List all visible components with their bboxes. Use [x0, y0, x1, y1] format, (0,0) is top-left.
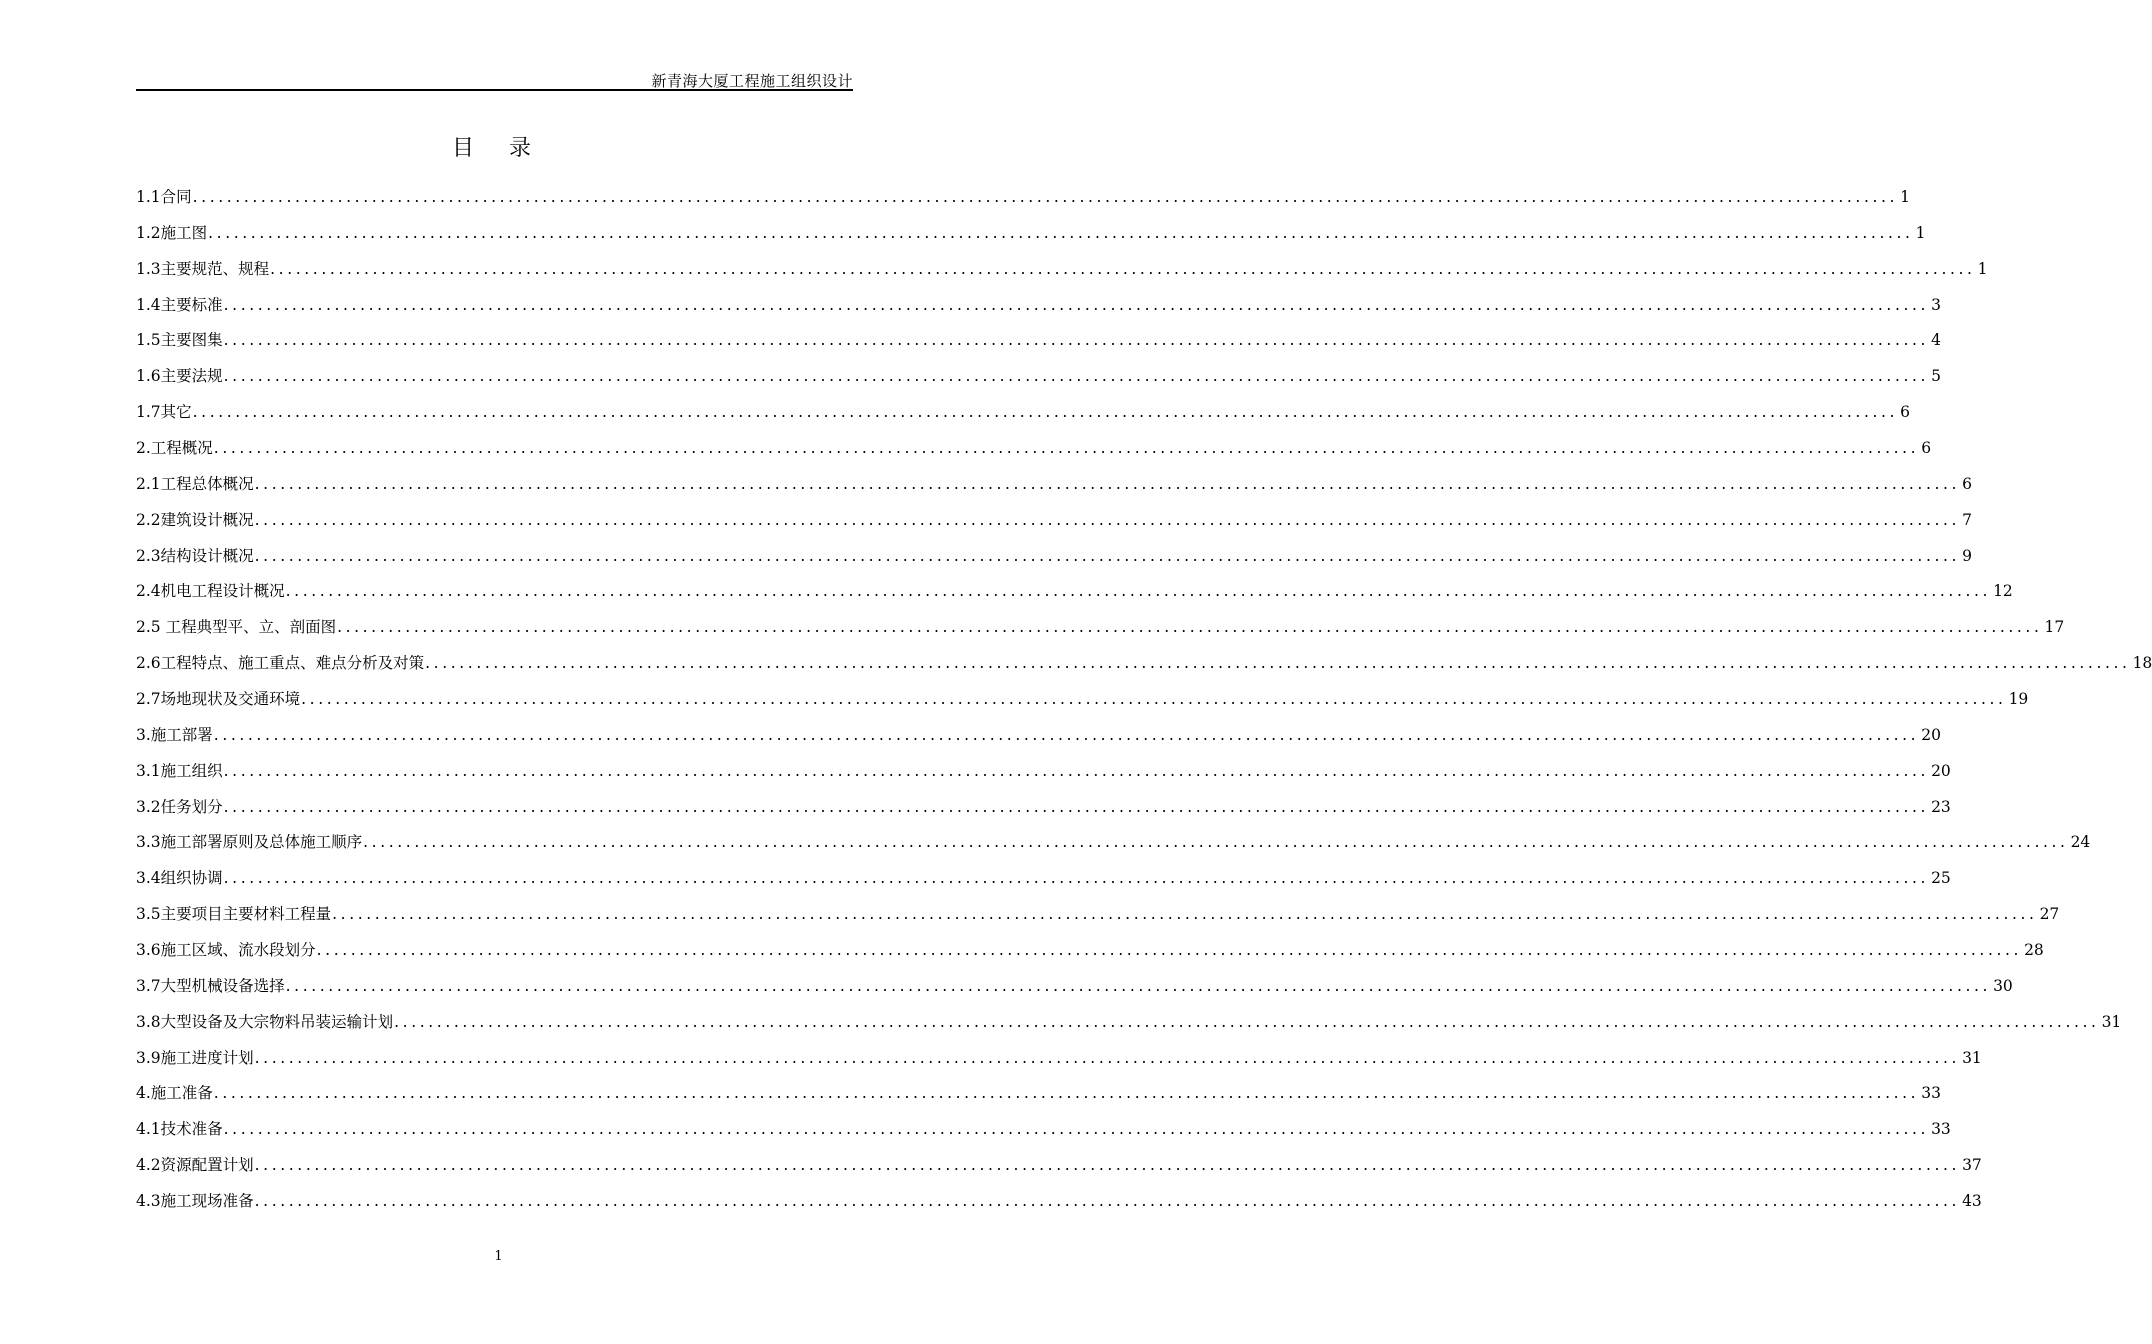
- toc-entry-page: 1: [1977, 259, 1988, 278]
- toc-entry-label: 2.6工程特点、施工重点、难点分析及对策: [136, 654, 425, 673]
- toc-entry[interactable]: [136, 1148, 1982, 1184]
- toc-entry-page: 28: [2024, 941, 2044, 960]
- toc-dot-leader: ........................................................................................................................................................................................................: [213, 439, 1920, 458]
- toc-entry[interactable]: [136, 1112, 1951, 1148]
- toc-dot-leader: ........................................................................................................................................................................................................: [223, 367, 1930, 386]
- toc-dot-leader: ........................................................................................................................................................................................................: [337, 618, 2043, 637]
- toc-dot-leader: ........................................................................................................................................................................................................: [254, 1156, 1961, 1175]
- toc-entry-label: 2.1工程总体概况: [136, 474, 254, 493]
- toc-dot-leader: ........................................................................................................................................................................................................: [316, 941, 2023, 960]
- toc-dot-leader: ........................................................................................................................................................................................................: [223, 295, 1930, 314]
- toc-entry[interactable]: [136, 933, 2044, 969]
- toc-entry-label: 1.4主要标准: [136, 295, 223, 314]
- toc-entry-page: 20: [1931, 761, 1951, 780]
- toc-entry-label: 2.4机电工程设计概况: [136, 582, 285, 601]
- toc-entry-label: 3.1施工组织: [136, 761, 223, 780]
- toc-entry[interactable]: [136, 790, 1951, 826]
- toc-entry-page: 1: [1915, 223, 1926, 242]
- toc-entry-label: 2.工程概况: [136, 439, 213, 458]
- toc-entry-page: 31: [1962, 1048, 1982, 1067]
- toc-dot-leader: ........................................................................................................................................................................................................: [254, 1048, 1961, 1067]
- toc-dot-leader: ........................................................................................................................................................................................................: [363, 833, 2069, 852]
- toc-entry-page: 23: [1931, 797, 1951, 816]
- toc-entry-page: 20: [1921, 725, 1941, 744]
- toc-entry-label: 4.施工准备: [136, 1084, 213, 1103]
- toc-entry-label: 2.5 工程典型平、立、剖面图: [136, 618, 337, 637]
- toc-entry-label: 1.7其它: [136, 403, 192, 422]
- toc-entry-page: 9: [1962, 546, 1972, 565]
- toc-entry-page: 33: [1921, 1084, 1941, 1103]
- toc-entry-label: 1.2施工图: [136, 223, 208, 242]
- toc-dot-leader: ........................................................................................................................................................................................................: [301, 690, 2007, 709]
- toc-entry-label: 3.9施工进度计划: [136, 1048, 254, 1067]
- toc-entry-label: 3.3施工部署原则及总体施工顺序: [136, 833, 363, 852]
- toc-entry-label: 4.3施工现场准备: [136, 1192, 254, 1211]
- toc-entry-page: 18: [2132, 654, 2152, 673]
- toc-entry-label: 1.1合同: [136, 188, 192, 206]
- toc-dot-leader: ........................................................................................................................................................................................................: [285, 582, 1992, 601]
- toc-entry-label: 4.1技术准备: [136, 1120, 223, 1139]
- toc-entry[interactable]: [136, 682, 2029, 718]
- footer-page-number: 1: [494, 1249, 503, 1264]
- toc-entry-page: 43: [1962, 1192, 1982, 1211]
- toc-entry-page: 12: [1993, 582, 2013, 601]
- toc-entry-label: 3.2任务划分: [136, 797, 223, 816]
- toc-entry-label: 3.7大型机械设备选择: [136, 976, 285, 995]
- toc-entry[interactable]: [136, 574, 2013, 610]
- toc-entry-page: 27: [2039, 905, 2060, 924]
- toc-entry[interactable]: [136, 467, 1972, 503]
- toc-entry-page: 4: [1931, 331, 1941, 350]
- toc-entry-page: 6: [1962, 474, 1972, 493]
- toc-entry-page: 6: [1921, 439, 1932, 458]
- toc-dot-leader: ........................................................................................................................................................................................................: [192, 403, 1899, 422]
- toc-entry-label: 4.2资源配置计划: [136, 1156, 254, 1175]
- toc-entry-label: 3.5主要项目主要材料工程量: [136, 905, 332, 924]
- toc-entry-page: 17: [2044, 618, 2065, 637]
- header-rule: [136, 89, 853, 91]
- toc-entry-label: 3.8大型设备及大宗物料吊装运输计划: [136, 1012, 394, 1031]
- toc-entry[interactable]: [136, 1005, 2122, 1041]
- toc-dot-leader: ........................................................................................................................................................................................................: [254, 1192, 1961, 1211]
- toc-entry[interactable]: [136, 539, 1972, 575]
- toc-entry[interactable]: [136, 395, 1910, 431]
- toc-entry[interactable]: [136, 718, 1941, 754]
- toc-dot-leader: ........................................................................................................................................................................................................: [223, 331, 1930, 350]
- toc-entry-label: 3.4组织协调: [136, 869, 223, 888]
- toc-dot-leader: ........................................................................................................................................................................................................: [285, 976, 1992, 995]
- toc-entry-page: 19: [2008, 690, 2029, 709]
- toc-entry-page: 6: [1900, 403, 1910, 422]
- toc-entry[interactable]: [136, 1076, 1941, 1112]
- toc-entry-label: 1.3主要规范、规程: [136, 259, 270, 278]
- toc-entry[interactable]: [136, 323, 1941, 359]
- toc-dot-leader: ........................................................................................................................................................................................................: [254, 474, 1961, 493]
- toc-entry-label: 2.2建筑设计概况: [136, 510, 254, 529]
- toc-entry-page: 3: [1931, 295, 1941, 314]
- toc-entry-label: 2.7场地现状及交通环境: [136, 690, 301, 709]
- toc-entry[interactable]: [136, 503, 1972, 539]
- toc-dot-leader: ........................................................................................................................................................................................................: [425, 654, 2131, 673]
- toc-dot-leader: ........................................................................................................................................................................................................: [254, 546, 1961, 565]
- toc-entry[interactable]: [136, 252, 1988, 288]
- toc-entry-label: 3.6施工区域、流水段划分: [136, 941, 316, 960]
- toc-entry-page: 30: [1993, 976, 2013, 995]
- toc-dot-leader: ........................................................................................................................................................................................................: [332, 905, 2038, 924]
- toc-dot-leader: ........................................................................................................................................................................................................: [213, 1084, 1920, 1103]
- toc-entry[interactable]: [136, 861, 1951, 897]
- toc-dot-leader: ........................................................................................................................................................................................................: [254, 510, 1961, 529]
- toc-dot-leader: ........................................................................................................................................................................................................: [213, 725, 1920, 744]
- toc-title: 目 录: [452, 136, 545, 161]
- toc-dot-leader: ........................................................................................................................................................................................................: [192, 188, 1899, 206]
- toc-entry-label: 3.施工部署: [136, 725, 213, 744]
- toc-entry-page: 31: [2101, 1012, 2122, 1031]
- toc-dot-leader: ........................................................................................................................................................................................................: [394, 1012, 2100, 1031]
- toc-entry-label: 2.3结构设计概况: [136, 546, 254, 565]
- toc-dot-leader: ........................................................................................................................................................................................................: [223, 869, 1930, 888]
- toc-entry-page: 33: [1931, 1120, 1951, 1139]
- toc-entry[interactable]: [136, 216, 1926, 252]
- toc-entry[interactable]: [136, 969, 2013, 1005]
- toc-entry-page: 1: [1900, 188, 1910, 206]
- toc-dot-leader: ........................................................................................................................................................................................................: [223, 1120, 1930, 1139]
- toc-entry-label: 1.6主要法规: [136, 367, 223, 386]
- toc-entry-label: 1.5主要图集: [136, 331, 223, 350]
- toc-entry-page: 7: [1962, 510, 1972, 529]
- toc-list: [136, 180, 2152, 1220]
- toc-entry[interactable]: [136, 1184, 1982, 1220]
- toc-entry[interactable]: [136, 610, 2065, 646]
- toc-entry-page: 25: [1931, 869, 1951, 888]
- toc-dot-leader: ........................................................................................................................................................................................................: [223, 761, 1930, 780]
- toc-dot-leader: ........................................................................................................................................................................................................: [223, 797, 1930, 816]
- toc-entry[interactable]: [136, 754, 1951, 790]
- toc-entry-page: 37: [1962, 1156, 1982, 1175]
- toc-entry[interactable]: [136, 359, 1941, 395]
- toc-entry-page: 24: [2070, 833, 2091, 852]
- toc-entry[interactable]: [136, 825, 2091, 861]
- toc-entry[interactable]: [136, 646, 2152, 682]
- toc-entry[interactable]: [136, 431, 1932, 467]
- toc-entry[interactable]: [136, 897, 2060, 933]
- toc-dot-leader: ........................................................................................................................................................................................................: [270, 259, 1976, 278]
- toc-entry[interactable]: [136, 288, 1941, 324]
- toc-entry-page: 5: [1931, 367, 1941, 386]
- running-header: 新青海大厦工程施工组织设计: [651, 72, 853, 90]
- toc-entry[interactable]: [136, 1041, 1982, 1077]
- toc-dot-leader: ........................................................................................................................................................................................................: [208, 223, 1914, 242]
- toc-entry[interactable]: [136, 180, 1910, 216]
